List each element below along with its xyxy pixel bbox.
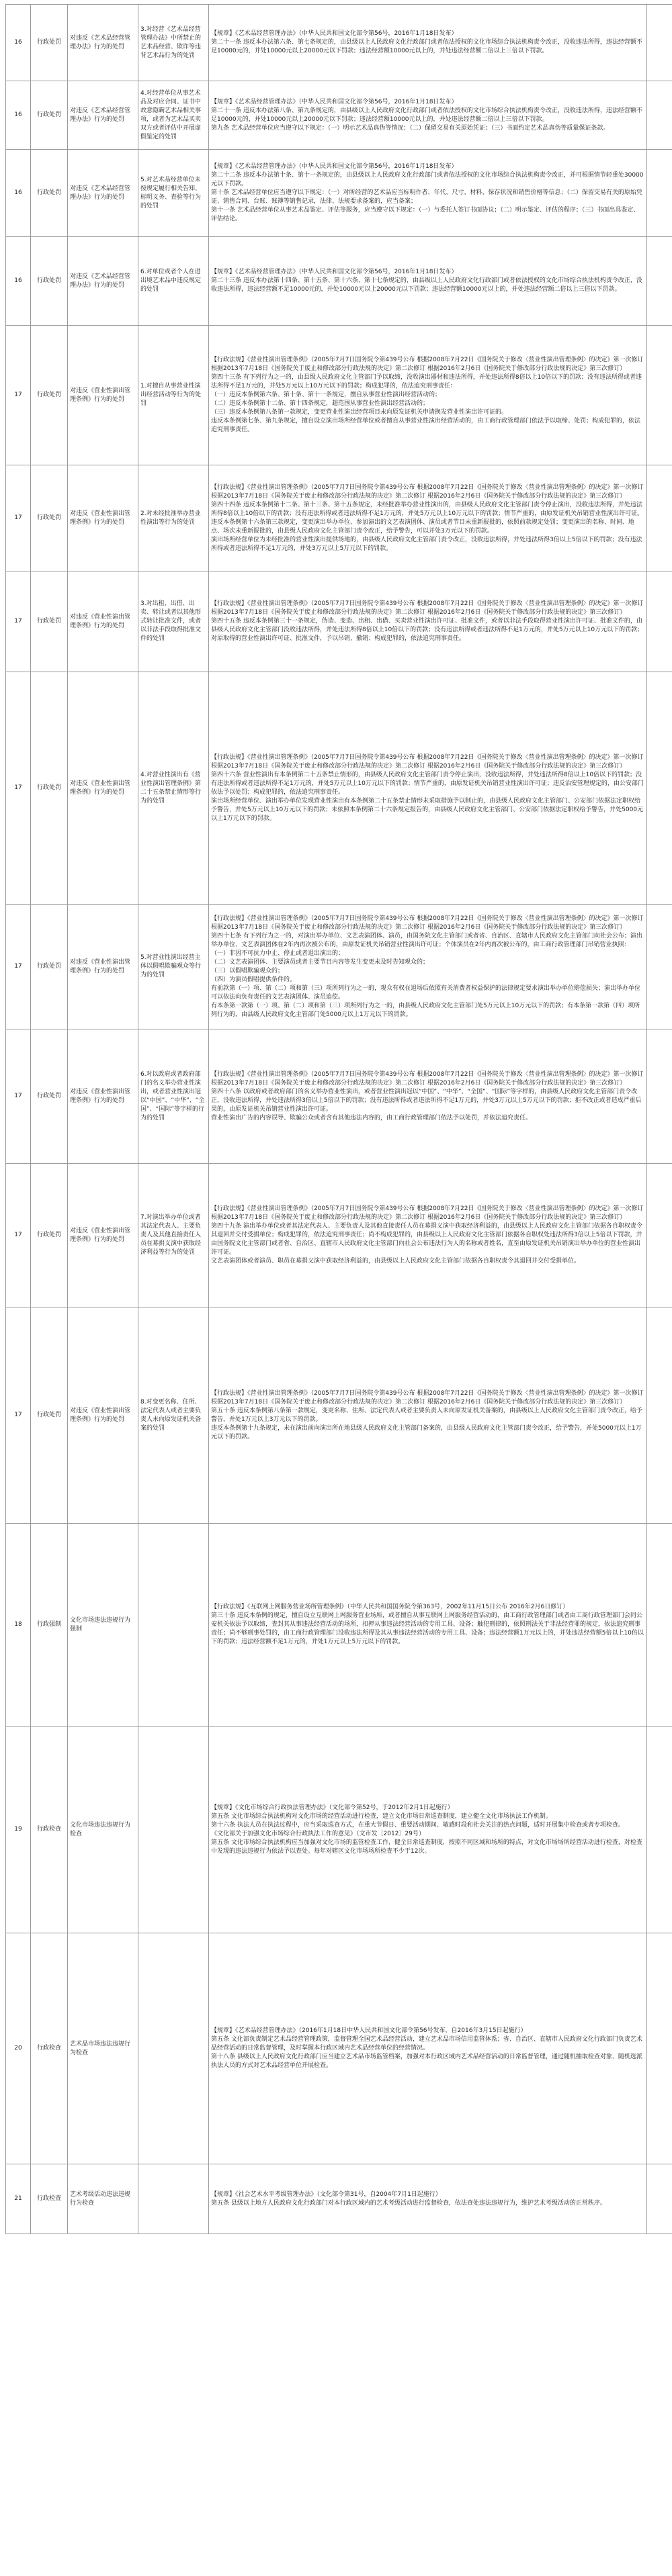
row-number: 17 xyxy=(6,571,31,672)
admin-power-table xyxy=(5,4,672,2234)
power-subitem: 4.对营业性演出有《营业性演出管理条例》第二十五条禁止情形等行为的处罚 xyxy=(138,672,209,905)
table-row xyxy=(6,1307,672,1524)
power-item: 艺术考级活动违法违规行为检查 xyxy=(68,2164,138,2234)
legal-basis xyxy=(209,81,647,150)
remark-cell xyxy=(647,237,672,326)
power-category: 行政处罚 xyxy=(31,905,68,1029)
power-category: 行政处罚 xyxy=(31,1029,68,1164)
row-number: 16 xyxy=(6,150,31,237)
power-item: 对违反《营业性演出管理条例》行为的处罚 xyxy=(68,905,138,1029)
basis-line: 第五十条 违反本条例第八条第一款规定，变更名称、住所、法定代表人或者主要负责人未向原发证机关备案的，由县级以上人民政府文化主管部门责令改正，给予警告，并处1万元以上3万元以下的罚款。 xyxy=(211,1407,642,1423)
legal-basis xyxy=(209,326,647,465)
power-subitem xyxy=(138,1727,209,1933)
power-category: 行政处罚 xyxy=(31,465,68,571)
basis-line: 第五条 文化市场综合执法机构应当加强对文化市场的监管检查工作，健全日常巡查制度，按照不同区域和场所的特点，对文化市场场所经营活动进行检查，对检查中发现的违法违规行为依法予以查处。每年对辖区文化市场场所检查不少于12次。 xyxy=(211,1839,642,1855)
remark-cell xyxy=(647,465,672,571)
basis-line: （三）以假唱欺骗观众的； xyxy=(211,967,284,974)
basis-line: 文艺表演团体或者演员、职员在募捐义演中获取经济利益的，由县级以上人民政府文化主管部门依据各自职权责令其退回并交付受捐单位。 xyxy=(211,1258,581,1264)
row-number: 17 xyxy=(6,672,31,905)
row-number: 21 xyxy=(6,2164,31,2234)
legal-basis xyxy=(209,672,647,905)
row-number: 16 xyxy=(6,237,31,326)
legal-basis xyxy=(209,1933,647,2164)
power-item: 文化市场违法违规行为强制 xyxy=(68,1524,138,1727)
remark-cell xyxy=(647,5,672,81)
remark-cell xyxy=(647,2164,672,2234)
table-row xyxy=(6,2164,672,2234)
basis-line: 第二十三条 违反本办法第十四条、第十五条、第十六条、第十七条规定的，由县级以上人民政府文化行政部门或者依法授权的文化市场综合执法机构责令改正，没收违法所得，违法经营额不足10000元的，并处10000元以上20000元以下罚款；违法经营额10000元以上的，并处违法经营额二倍以上三倍以下罚款。 xyxy=(211,277,642,293)
basis-line: 《文化部关于加强文化市场综合行政执法工作的意见》（文市发〔2012〕29号） xyxy=(211,1830,425,1837)
basis-line: 第二十二条 违反本办法第十条、第十一条规定的，由县级以上人民政府文化行政部门或者依法授权的文化市场综合执法机构责令改正，并可根据情节轻重处30000元以下罚款。 xyxy=(211,172,644,187)
legal-basis xyxy=(209,571,647,672)
power-subitem xyxy=(138,1524,209,1727)
basis-line: 第三十条 违反本条例的规定，擅自设立互联网上网服务营业场所，或者擅自从事互联网上网服务经营活动的，由工商行政管理部门或者由工商行政管理部门会同公安机关依法予以取缔，查封其从事违法经营活动的场所，扣押从事违法经营活动的专用工具、设备；触犯刑律的，依照刑法关于非法经营罪的规定，依法追究刑事责任；尚不够刑事处罚的，由工商行政管理部门没收违法所得及其从事违法经营活动的专用工具、设备；违法经营额1万元以上的，并处违法经营额5倍以上10倍以下的罚款；违法经营额不足1万元的，并处1万元以上5万元以下的罚款。 xyxy=(211,1612,644,1645)
power-subitem: 8.对变更名称、住所、法定代表人或者主要负责人未向原发证机关备案的处罚 xyxy=(138,1307,209,1524)
legal-basis xyxy=(209,1164,647,1307)
power-item: 对违反《艺术品经营管理办法》行为的处罚 xyxy=(68,81,138,150)
basis-line: 第五条 文化部负责制定艺术品经营管理政策，监督管理全国艺术品经营活动，建立艺术品市场信用监管体系；省、自治区、直辖市人民政府文化行政部门负责艺术品经营活动的日常监督管理，及时掌握本行政区域内艺术品经营单位的经营情况。 xyxy=(211,2036,642,2052)
remark-cell xyxy=(647,905,672,1029)
power-subitem: 2.对未经批准举办营业性演出等行为的处罚 xyxy=(138,465,209,571)
power-subitem xyxy=(138,1933,209,2164)
basis-line: （一）违反本条例第六条、第十条、第十一条规定，擅自从事营业性演出经营活动的； xyxy=(211,392,442,398)
remark-cell xyxy=(647,81,672,150)
basis-line: 演出场所经营单位、演出举办单位发现营业性演出有本条例第二十五条禁止情形未采取措施予以制止的，由县级人民政府文化主管部门、公安部门依据法定职权给予警告，并处5万元以上10万元以下的罚款；未依照本条例第二十六条规定报告的，由县级人民政府文化主管部门、公安部门依据法定职权给予警告，并处5000元以上1万元以下的罚款。 xyxy=(211,797,644,822)
row-number: 16 xyxy=(6,5,31,81)
power-category: 行政处罚 xyxy=(31,326,68,465)
power-subitem: 4.对经营单位从事艺术品及对应合同、证书中故意隐瞒艺术品相关事项，或者为艺术品买卖双方或者评估中开展虚假鉴定的处罚 xyxy=(138,81,209,150)
row-number: 16 xyxy=(6,81,31,150)
power-item: 对违反《营业性演出管理条例》行为的处罚 xyxy=(68,571,138,672)
table-row xyxy=(6,1029,672,1164)
row-number: 17 xyxy=(6,326,31,465)
power-item: 艺术品市场违法违规行为检查 xyxy=(68,1933,138,2164)
remark-cell xyxy=(647,1524,672,1727)
power-subitem: 5.对艺术品经营单位未按规定履行相关告知、标明义务、查验等行为的处罚 xyxy=(138,150,209,237)
legal-basis xyxy=(209,150,647,237)
basis-line: 第四十七条 有下列行为之一的，对演出举办单位、文艺表演团体、演员，由国务院文化主管部门或者省、自治区、直辖市人民政府文化主管部门向社会公布；演出举办单位、文艺表演团体在2年内再次被公布的，由原发证机关吊销营业性演出许可证；个体演员在2年内再次被公布的，由工商行政管理部门吊销营业执照： xyxy=(211,932,642,948)
table-row xyxy=(6,81,672,150)
remark-cell xyxy=(647,1307,672,1524)
power-item: 对违反《营业性演出管理条例》行为的处罚 xyxy=(68,1307,138,1524)
basis-line: 【行政法规】《营业性演出管理条例》（2005年7月7日国务院令第439号公布 根据2008年7月22日《国务院关于修改〈营业性演出管理条例〉的决定》第一次修订 根据2013年7月18日《国务院关于废止和修改部分行政法规的决定》第二次修订 根据2016年2月6日《国务院关于修改部分行政法规的决定》第三次修订） xyxy=(211,915,644,931)
basis-line: 违反本条例第七条、第九条规定，擅自设立演出场所经营单位或者擅自从事营业性演出经营活动的，由工商行政管理部门依法予以取缔、处罚；构成犯罪的，依法追究刑事责任。 xyxy=(211,418,641,433)
basis-line: 第五条 文化市场综合执法机构对文化市场的经营活动进行检查，建立文化市场日常巡查制度，建立健全文化市场执法工作机制。 xyxy=(211,1812,552,1820)
power-item: 对违反《营业性演出管理条例》行为的处罚 xyxy=(68,1164,138,1307)
table-row xyxy=(6,465,672,571)
power-category: 行政检查 xyxy=(31,1933,68,2164)
basis-line: 第四十九条 演出举办单位或者其法定代表人、主要负责人及其他直接责任人员在募捐义演中获取经济利益的，由县级以上人民政府文化主管部门依据各自职权责令其退回并交付受捐单位；构成犯罪的，依法追究刑事责任；尚不构成犯罪的，由县级以上人民政府文化主管部门依据各自职权处违法所得3倍以上5倍以下罚款，并由国务院文化主管部门或者省、自治区、直辖市人民政府文化主管部门向社会公布违法行为人的名称或者姓名，直至由原发证机关吊销演出举办单位的营业性演出许可证。 xyxy=(211,1223,642,1256)
row-number: 17 xyxy=(6,465,31,571)
table-row xyxy=(6,905,672,1029)
basis-line: 【规章】《艺术品经营管理办法》（中华人民共和国文化部令第56号，2016年1月18日发布） xyxy=(211,98,458,105)
power-subitem: 5.对营业性演出经营主体以假唱欺骗观众等行为的处罚 xyxy=(138,905,209,1029)
table-row xyxy=(6,150,672,237)
power-category: 行政处罚 xyxy=(31,81,68,150)
remark-cell xyxy=(647,1029,672,1164)
table-row xyxy=(6,1164,672,1307)
basis-line: 【规章】《艺术品经营管理办法》（2016年1月18日中华人民共和国文化部令第56号发布，自2016年3月15日起施行） xyxy=(211,2027,527,2034)
power-subitem: 6.对单位或者个人在进出境艺术品中违反规定的处罚 xyxy=(138,237,209,326)
power-subitem xyxy=(138,2164,209,2234)
basis-line: 【行政法规】《营业性演出管理条例》（2005年7月7日国务院令第439号公布 根据2008年7月22日《国务院关于修改〈营业性演出管理条例〉的决定》第一次修订 根据2013年7月18日《国务院关于废止和修改部分行政法规的决定》第二次修订 根据2016年2月6日《国务院关于修改部分行政法规的决定》第三次修订） xyxy=(211,484,644,500)
remark-cell xyxy=(647,150,672,237)
power-subitem: 7.对演出举办单位或者其法定代表人、主要负责人及其他直接责任人员在募捐义演中获取经济利益等行为的处罚 xyxy=(138,1164,209,1307)
power-item: 文化市场违法违规行为检查 xyxy=(68,1727,138,1933)
row-number: 17 xyxy=(6,1307,31,1524)
basis-line: 【行政法规】《营业性演出管理条例》（2005年7月7日国务院令第439号公布 根据2008年7月22日《国务院关于修改〈营业性演出管理条例〉的决定》第一次修订 根据2013年7月18日《国务院关于废止和修改部分行政法规的决定》第二次修订 根据2016年2月6日《国务院关于修改部分行政法规的决定》第三次修订） xyxy=(211,1070,644,1087)
table-row xyxy=(6,672,672,905)
remark-cell xyxy=(647,672,672,905)
basis-line: 【行政法规】《营业性演出管理条例》（2005年7月7日国务院令第439号公布 根据2008年7月22日《国务院关于修改〈营业性演出管理条例〉的决定》第一次修订 根据2013年7月18日《国务院关于废止和修改部分行政法规的决定》第二次修订 根据2016年2月6日《国务院关于修改部分行政法规的决定》第三次修订） xyxy=(211,1205,644,1221)
table-row xyxy=(6,571,672,672)
basis-line: 第十六条 执法人员在执法过程中，应当采取巡查方式，在重大节假日、重要活动期间、敏感时段和社会关注的热点问题，适时开展集中检查或者专项检查。 xyxy=(211,1821,624,1829)
legal-basis xyxy=(209,905,647,1029)
table-row xyxy=(6,326,672,465)
basis-line: 第十八条 县级以上人民政府文化行政部门应当建立艺术品市场监管档案，加强对本行政区域内艺术品经营活动的日常监督管理，通过随机抽取检查对象、随机选派执法人员的方式对艺术品经营单位开展检查。 xyxy=(211,2054,642,2069)
power-subitem: 6.对以政府或者政府部门的名义举办营业性演出，或者营业性演出冠以“中国”、“中华”、“全国”、“国际”等字样的行为的处罚 xyxy=(138,1029,209,1164)
basis-line: 【行政法规】《营业性演出管理条例》（2005年7月7日国务院令第439号公布 根据2008年7月22日《国务院关于修改〈营业性演出管理条例〉的决定》第一次修订 根据2013年7月18日《国务院关于废止和修改部分行政法规的决定》第二次修订 根据2016年2月6日《国务院关于修改部分行政法规的决定》第三次修订） xyxy=(211,753,644,770)
row-number: 18 xyxy=(6,1524,31,1727)
power-category: 行政处罚 xyxy=(31,237,68,326)
basis-line: 【规章】《艺术品经营管理办法》（中华人民共和国文化部令第56号，2016年1月18日发布） xyxy=(211,163,458,170)
legal-basis xyxy=(209,1524,647,1727)
remark-cell xyxy=(647,1727,672,1933)
legal-basis xyxy=(209,1727,647,1933)
basis-line: （三）违反本条例第八条第一款规定，变更营业性演出经营项目未向原发证机关申请换发营业性演出许可证的。 xyxy=(211,409,508,416)
basis-line: 第四十八条 以政府或者政府部门的名义举办营业性演出，或者营业性演出冠以“中国”、“中华”、“全国”、“国际”等字样的，由县级人民政府文化主管部门责令改正，没收违法所得，并处违法所得3倍以上5倍以下的罚款；没有违法所得或者违法所得不足1万元的，并处3万元以上5万元以下的罚款；拒不改正或者造成严重后果的，由原发证机关吊销营业性演出许可证。 xyxy=(211,1088,642,1113)
remark-cell xyxy=(647,1933,672,2164)
basis-line: 【行政法规】《互联网上网服务营业场所管理条例》（中华人民共和国国务院令第363号，2002年11月15日公布 2016年2月6日修订） xyxy=(211,1604,569,1610)
remark-cell xyxy=(647,1164,672,1307)
legal-basis xyxy=(209,2164,647,2234)
power-category: 行政处罚 xyxy=(31,5,68,81)
row-number: 17 xyxy=(6,1029,31,1164)
table-row xyxy=(6,1933,672,2164)
basis-line: 【行政法规】《营业性演出管理条例》（2005年7月7日国务院令第439号公布 根据2008年7月22日《国务院关于修改〈营业性演出管理条例〉的决定》第一次修订 根据2013年7月18日《国务院关于废止和修改部分行政法规的决定》第二次修订 根据2016年2月6日《国务院关于修改部分行政法规的决定》第三次修订） xyxy=(211,1389,644,1406)
basis-line: 第四十三条 有下列行为之一的，由县级人民政府文化主管部门予以取缔，没收演出器材和违法所得，并处违法所得8倍以上10倍以下的罚款；没有违法所得或者违法所得不足1万元的，并处5万元以上10万元以下的罚款；构成犯罪的，依法追究刑事责任： xyxy=(211,374,642,389)
legal-basis xyxy=(209,1029,647,1164)
basis-line: 【规章】《文化市场综合行政执法管理办法》（文化部令第52号，于2012年2月1日起施行） xyxy=(211,1804,454,1811)
power-item: 对违反《艺术品经营管理办法》行为的处罚 xyxy=(68,237,138,326)
legal-basis xyxy=(209,465,647,571)
basis-line: 第四十四条 违反本条例第十二条、第十三条、第十五条规定，未经批准举办营业性演出的，由县级人民政府文化主管部门责令停止演出，没收违法所得，并处违法所得8倍以上10倍以下的罚款；没有违法所得或者违法所得不足1万元的，并处5万元以上10万元以下的罚款；情节严重的，由原发证机关吊销营业性演出许可证。 xyxy=(211,501,644,517)
basis-line: 第二十一条 违反本办法第八条、第九条规定的，由县级以上人民政府文化行政部门或者依法授权的文化市场综合执法机构责令改正，没收违法所得，违法经营额不足10000元的，并处10000元以上20000元以下罚款；违法经营额10000元以上的，并处违法经营额二倍以上三倍以下罚款。 xyxy=(211,107,642,123)
row-number: 20 xyxy=(6,1933,31,2164)
basis-line: 演出场所经营单位为未经批准的营业性演出提供场地的，由县级人民政府文化主管部门责令改正，没收违法所得，并处违法所得3倍以上5倍以下的罚款；没有违法所得或者违法所得不足1万元的，并处3万元以上5万元以下的罚款。 xyxy=(211,536,642,552)
basis-line: 违反本条例第十六条第三款规定，变更演出举办单位、参加演出的文艺表演团体、演员或者节目未重新报批的，依照前款规定处罚；变更演出的名称、时间、地点、场次未重新报批的，由县级人民政府文化主管部门责令改正，给予警告，可以并处3万元以下的罚款。 xyxy=(211,518,635,535)
row-number: 19 xyxy=(6,1727,31,1933)
table-row xyxy=(6,237,672,326)
legal-basis xyxy=(209,5,647,81)
power-subitem: 3.对出租、出借、出卖、转让或者以其他形式转让批准文件，或者以非法手段取得批准文件的处罚 xyxy=(138,571,209,672)
power-category: 行政强制 xyxy=(31,1524,68,1727)
basis-line: 第十一条 艺术品经营单位从事艺术品鉴定、评估等服务，应当遵守以下规定：（一）与委托人签订书面协议；（二）明示鉴定、评估的程序；（三）书面出具鉴定、评估结论。 xyxy=(211,207,640,222)
legal-basis xyxy=(209,237,647,326)
basis-line: 【规章】《社会艺术水平考级管理办法》（文化部令第31号，自2004年7月1日起施行） xyxy=(211,2191,442,2198)
basis-line: （二）违反本条例第十二条、第十四条规定，超范围从事营业性演出经营活动的； xyxy=(211,400,429,407)
power-item: 对违反《营业性演出管理条例》行为的处罚 xyxy=(68,1029,138,1164)
power-category: 行政处罚 xyxy=(31,672,68,905)
power-category: 行政处罚 xyxy=(31,1307,68,1524)
basis-line: （二）文艺表演团体、主要演员或者主要节目内容等发生变更未及时告知观众的； xyxy=(211,958,429,966)
basis-line: 第十条 艺术品经营单位应当遵守以下规定：（一）对所经营的艺术品应当标明作者、年代、尺寸、材料、保存状况和销售价格等信息；（二）保留交易有关的原始凭证、销售合同、台账、账簿等销售记录，法律、法规要求备案的，应当备案； xyxy=(211,189,642,205)
basis-line: 第二十一条 违反本办法第六条、第七条规定的，由县级以上人民政府文化行政部门或者依法授权的文化市场综合执法机构责令改正，没收违法所得，违法经营额不足10000元的，并处10000元以上20000元以下罚款；违法经营额10000元以上的，并处违法经营额二倍以上三倍以下罚款。 xyxy=(211,39,642,54)
table-row xyxy=(6,5,672,81)
power-item: 对违反《艺术品经营管理办法》行为的处罚 xyxy=(68,5,138,81)
basis-line: （四）为演员假唱提供条件的。 xyxy=(211,976,296,983)
basis-line: 违反本条例第十九条规定，未在演出前向演出所在地县级人民政府文化主管部门备案的，由县级人民政府文化主管部门责令改正，给予警告，并处5000元以上1万元以下的罚款。 xyxy=(211,1424,642,1440)
power-category: 行政检查 xyxy=(31,2164,68,2234)
basis-line: 【行政法规】《营业性演出管理条例》（2005年7月7日国务院令第439号公布 根据2008年7月22日《国务院关于修改〈营业性演出管理条例〉的决定》第一次修订 根据2013年7月18日《国务院关于废止和修改部分行政法规的决定》第二次修订 根据2016年2月6日《国务院关于修改部分行政法规的决定》第三次修订） xyxy=(211,600,644,616)
power-category: 行政处罚 xyxy=(31,571,68,672)
basis-line: （一）非因不可抗力中止、停止或者退出演出的； xyxy=(211,950,345,957)
remark-cell xyxy=(647,571,672,672)
basis-line: 第四十五条 违反本条例第三十一条规定，伪造、变造、出租、出借、买卖营业性演出许可证、批准文件，或者以非法手段取得营业性演出许可证、批准文件的，由县级人民政府文化主管部门没收违法所得，并处违法所得8倍以上10倍以下的罚款；没有违法所得或者违法所得不足1万元的，并处5万元以上10万元以下的罚款；对原取得的营业性演出许可证、批准文件，予以吊销、撤销；构成犯罪的，依法追究刑事责任。 xyxy=(211,618,644,642)
basis-line: 【规章】《艺术品经营管理办法》（中华人民共和国文化部令第56号，2016年1月18日发布） xyxy=(211,30,458,37)
table-row xyxy=(6,1524,672,1727)
power-category: 行政处罚 xyxy=(31,150,68,237)
basis-line: 第四十六条 营业性演出有本条例第二十五条禁止情形的，由县级人民政府文化主管部门责令停止演出，没收违法所得，并处违法所得8倍以上10倍以下的罚款；没有违法所得或者违法所得不足1万元的，并处5万元以上10万元以下的罚款；情节严重的，由原发证机关吊销营业性演出许可证；违反治安管理规定的，由公安部门依法予以处罚；构成犯罪的，依法追究刑事责任。 xyxy=(211,771,644,796)
legal-basis xyxy=(209,1307,647,1524)
basis-line: 有本条第一款第（一）项、第（二）项和第（三）项所列行为之一的，由县级人民政府文化主管部门处5万元以上10万元以下的罚款；有本条第一款第（四）项所列行为的，由县级人民政府文化主管部门处5000元以上1万元以下的罚款。 xyxy=(211,1002,640,1018)
power-item: 对违反《营业性演出管理条例》行为的处罚 xyxy=(68,465,138,571)
row-number: 17 xyxy=(6,905,31,1029)
basis-line: 第九条 艺术品经营单位应当遵守以下规定：（一）明示艺术品真伪等情况；（二）保留交易有关原始凭证；（三）书面约定艺术品真伪等质量保证条款。 xyxy=(211,124,610,132)
power-item: 对违反《营业性演出管理条例》行为的处罚 xyxy=(68,672,138,905)
basis-line: 【规章】《艺术品经营管理办法》（中华人民共和国文化部令第56号，2016年1月18日发布） xyxy=(211,269,458,275)
power-item: 对违反《营业性演出管理条例》行为的处罚 xyxy=(68,326,138,465)
basis-line: 营业性演出广告的内容误导、欺骗公众或者含有其他违法内容的，由工商行政管理部门依法予以处罚，并依法追究责任。 xyxy=(211,1114,532,1121)
basis-line: 第五条 县级以上地方人民政府文化行政部门对本行政区域内的艺术考级活动进行监督检查，依法查处违法违规行为，维护艺术考级活动的正常秩序。 xyxy=(211,2199,606,2207)
basis-line: 【行政法规】《营业性演出管理条例》（2005年7月7日国务院令第439号公布 根据2008年7月22日《国务院关于修改〈营业性演出管理条例〉的决定》第一次修订 根据2013年7月18日《国务院关于废止和修改部分行政法规的决定》第二次修订 根据2016年2月6日《国务院关于修改部分行政法规的决定》第三次修订） xyxy=(211,357,644,372)
power-subitem: 3.对经营《艺术品经营管理办法》中所禁止的艺术品经营、欺诈等违背艺术品行为的处罚 xyxy=(138,5,209,81)
basis-line: 有前款第（一）项、第（二）项和第（三）项所列行为之一的，观众有权在退场后依照有关消费者权益保护的法律规定要求演出举办单位赔偿损失；演出举办单位可以依法向负有责任的文艺表演团体、演员追偿。 xyxy=(211,984,641,1001)
row-number: 17 xyxy=(6,1164,31,1307)
power-category: 行政处罚 xyxy=(31,1164,68,1307)
power-item: 对违反《艺术品经营管理办法》行为的处罚 xyxy=(68,150,138,237)
power-category: 行政检查 xyxy=(31,1727,68,1933)
power-subitem: 1.对擅自从事营业性演出经营活动等行为的处罚 xyxy=(138,326,209,465)
table-row xyxy=(6,1727,672,1933)
remark-cell xyxy=(647,326,672,465)
